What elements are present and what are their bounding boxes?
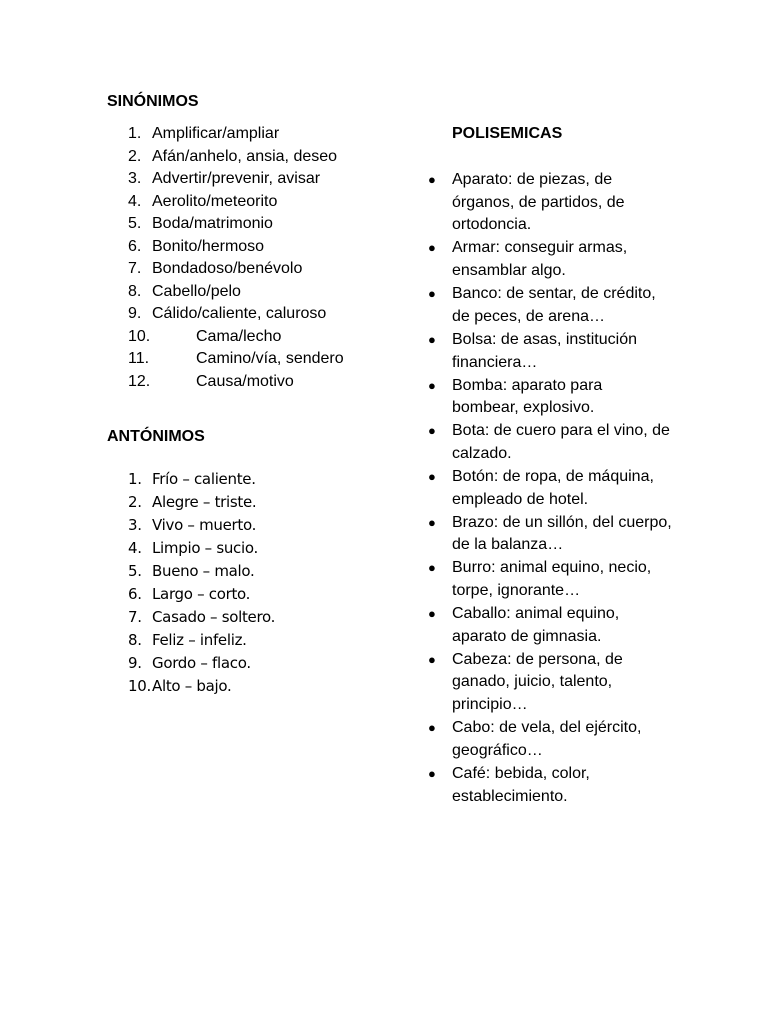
item-number: 6. — [128, 237, 142, 255]
list-item — [426, 169, 676, 237]
bullet-icon: ● — [428, 240, 436, 256]
antonyms-heading: ANTÓNIMOS — [107, 428, 205, 445]
list-item — [426, 329, 676, 374]
item-number: 6. — [128, 585, 142, 603]
bullet-icon: ● — [428, 651, 436, 667]
item-text: Brazo: de un sillón, del cuerpo, de la balanza… — [452, 513, 672, 554]
item-text: Cabello/pelo — [152, 282, 241, 300]
bullet-icon: ● — [428, 606, 436, 622]
item-number: 5. — [128, 215, 142, 232]
list-item — [426, 512, 676, 557]
item-number: 9. — [128, 305, 142, 322]
item-text: Bolsa: de asas, institución financiera… — [452, 330, 637, 371]
item-number: 8. — [128, 631, 142, 649]
list-item — [128, 348, 418, 371]
item-text: Bueno – malo. — [152, 562, 255, 580]
item-number: 2. — [128, 147, 142, 165]
list-item — [128, 326, 418, 349]
list-item — [426, 420, 676, 465]
item-text: Caballo: animal equino, aparato de gimnasia. — [452, 605, 620, 645]
item-text: Vivo – muerto. — [152, 516, 257, 534]
item-text: Limpio – sucio. — [152, 539, 258, 557]
item-text: Aparato: de piezas, de órganos, de partidos, de ortodoncia. — [452, 171, 625, 234]
item-text: Frío – caliente. — [152, 470, 256, 488]
list-item — [426, 237, 676, 282]
list-item — [128, 583, 388, 606]
synonyms-list — [128, 123, 418, 393]
bullet-icon: ● — [428, 377, 436, 393]
bullet-icon: ● — [428, 423, 436, 439]
item-text: Boda/matrimonio — [152, 215, 273, 232]
list-item — [426, 717, 676, 762]
list-item — [426, 603, 676, 648]
item-text: Bota: de cuero para el vino, de calzado. — [452, 422, 670, 462]
item-number: 2. — [128, 493, 142, 511]
item-number: 9. — [128, 654, 142, 672]
item-text: Armar: conseguir armas, ensamblar algo. — [452, 239, 628, 280]
item-number: 10. — [128, 327, 151, 345]
item-number: 10. — [128, 677, 151, 695]
list-item — [426, 763, 676, 808]
item-number: 7. — [128, 260, 142, 277]
list-item — [128, 123, 418, 146]
list-item — [128, 468, 388, 491]
bullet-icon: ● — [428, 560, 436, 576]
item-text: Amplificar/ampliar — [152, 125, 280, 142]
item-text: Advertir/prevenir, avisar — [152, 170, 321, 187]
item-number: 4. — [128, 539, 142, 557]
item-text: Alto – bajo. — [152, 677, 232, 695]
item-text: Aerolito/meteorito — [152, 192, 278, 210]
item-text: Feliz – infeliz. — [152, 631, 247, 649]
polysemic-heading: POLISEMICAS — [452, 125, 563, 142]
item-text: Bonito/hermoso — [152, 237, 265, 255]
item-number: 5. — [128, 562, 142, 580]
item-text: Gordo – flaco. — [152, 654, 251, 672]
list-item — [426, 466, 676, 511]
bullet-icon: ● — [428, 514, 436, 530]
item-text: Bondadoso/benévolo — [152, 260, 303, 277]
item-text: Cama/lecho — [196, 327, 282, 345]
bullet-icon: ● — [428, 286, 436, 302]
antonyms-list — [128, 468, 388, 698]
item-text: Cabo: de vela, del ejército, geográfico… — [452, 719, 642, 759]
item-number: 11. — [128, 350, 150, 367]
list-item — [128, 303, 418, 326]
bullet-icon: ● — [428, 468, 436, 484]
list-item — [426, 649, 676, 717]
item-text: Cálido/caliente, caluroso — [152, 305, 327, 322]
item-number: 3. — [128, 170, 142, 187]
list-item — [128, 146, 418, 169]
item-number: 12. — [128, 372, 151, 390]
item-text: Alegre – triste. — [152, 493, 257, 511]
item-number: 4. — [128, 192, 142, 210]
list-item — [128, 236, 418, 259]
item-text: Afán/anhelo, ansia, deseo — [152, 147, 338, 165]
item-number: 1. — [128, 125, 142, 142]
list-item — [128, 675, 388, 698]
list-item — [128, 514, 388, 537]
list-item — [128, 537, 388, 560]
list-item — [128, 629, 388, 652]
list-item — [128, 560, 388, 583]
list-item — [128, 606, 388, 629]
item-text: Camino/vía, sendero — [196, 350, 344, 367]
list-item — [128, 281, 418, 304]
item-number: 3. — [128, 516, 142, 534]
item-text: Causa/motivo — [196, 372, 294, 390]
item-text: Largo – corto. — [152, 585, 251, 603]
bullet-icon: ● — [428, 765, 436, 781]
list-item — [128, 371, 418, 394]
list-item — [426, 557, 676, 602]
item-text: Café: bebida, color, establecimiento. — [452, 764, 590, 805]
list-item — [426, 283, 676, 328]
list-item — [426, 375, 676, 420]
bullet-icon: ● — [428, 720, 436, 736]
list-item — [128, 652, 388, 675]
item-text: Banco: de sentar, de crédito, de peces, de arena… — [452, 285, 656, 325]
synonyms-heading: SINÓNIMOS — [107, 93, 199, 110]
list-item — [128, 168, 418, 191]
item-text: Bomba: aparato para bombear, explosivo. — [452, 376, 603, 417]
item-text: Burro: animal equino, necio, torpe, ignorante… — [452, 559, 652, 600]
list-item — [128, 213, 418, 236]
polysemic-list — [426, 169, 676, 809]
list-item — [128, 191, 418, 214]
bullet-icon: ● — [428, 172, 436, 187]
item-text: Cabeza: de persona, de ganado, juicio, talento, principio… — [452, 650, 623, 714]
item-text: Botón: de ropa, de máquina, empleado de hotel. — [452, 467, 654, 508]
item-number: 1. — [128, 470, 142, 488]
item-number: 8. — [128, 282, 142, 300]
bullet-icon: ● — [428, 331, 436, 347]
item-text: Casado – soltero. — [152, 608, 276, 626]
item-number: 7. — [128, 608, 142, 626]
list-item — [128, 491, 388, 514]
list-item — [128, 258, 418, 281]
